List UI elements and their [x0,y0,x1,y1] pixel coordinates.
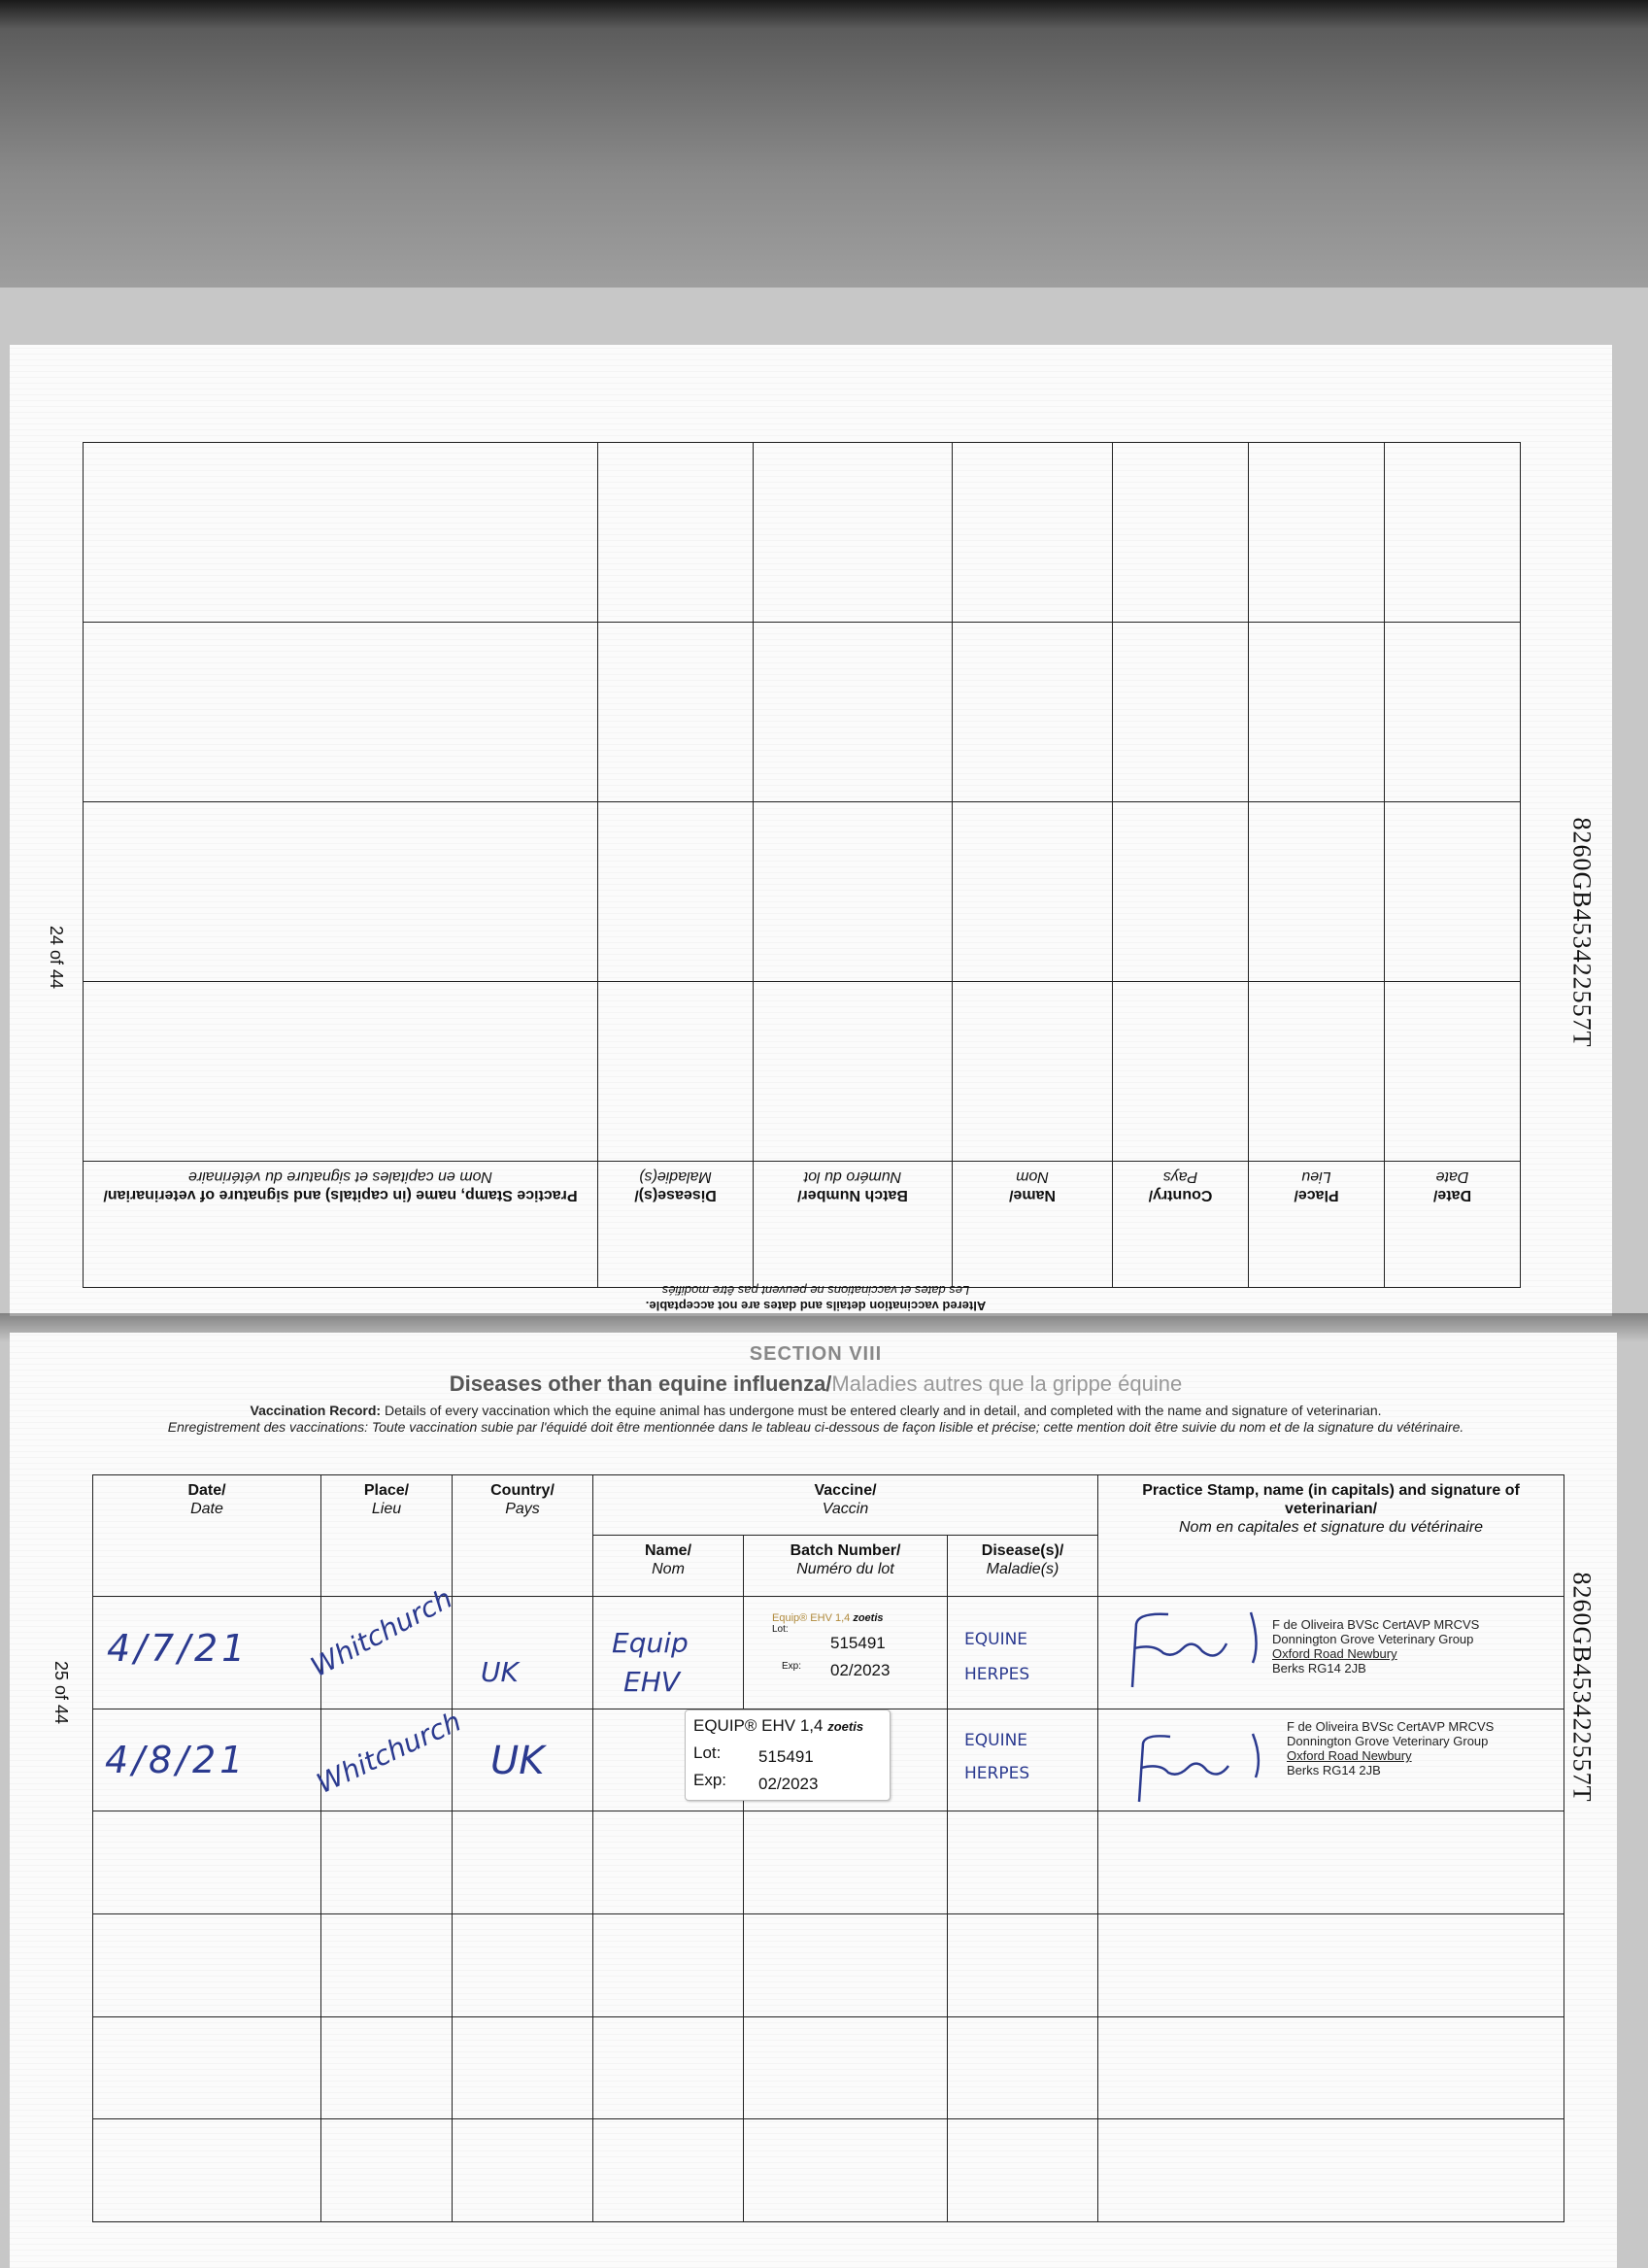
record-2-date: 4/8/21 [105,1739,248,1781]
section-header [58,1343,1573,1436]
table-row [93,1811,1564,1914]
header-stamp: Practice Stamp, name (in capitals) and signature of veterinarian/ Nom en capitales et signature du vétérinaire [84,1162,598,1288]
header-batch: Batch Number/ Numéro du lot [754,1162,953,1288]
intro-text: Vaccination Record: Details of every vaccination which the equine animal has undergone must be entered clearly and in detail, and completed with the name and signature of veterinarian. Enregistrement des vaccinations: Toute vaccination subie par l'équidé doit être mentionnée dans le tableau ci-dessous de façon lisible et précise; cette mention doit être suivie du nom et de la signature du vétérinaire. [167,1403,1464,1435]
vaccination-record-table [92,1474,1564,2222]
record-2-disease: EQUINE HERPES [964,1731,1030,1783]
header-batch: Batch Number/ Numéro du lot [744,1536,948,1596]
header-stamp: Practice Stamp, name (in capitals) and signature of veterinarian/ Nom en capitales et signature du vétérinaire [1098,1475,1564,1597]
scanner-background [0,0,1648,291]
header-name: Name/ Nom [953,1162,1113,1288]
header-country: Country/ Pays [453,1475,593,1597]
record-1-date: 4/7/21 [107,1627,250,1670]
record-2-signature [1131,1729,1287,1807]
section-title: Diseases other than equine influenza/Maladies autres que la grippe équine [449,1371,1183,1396]
header-date: Date/ Date [1385,1162,1521,1288]
record-2-place: Whitchurch [312,1705,466,1800]
page-number: 25 of 44 [51,1660,72,1725]
header-disease: Disease(s)/ Maladie(s) [598,1162,754,1288]
serial-number: 8260GB453422557T [1567,817,1597,1048]
record-1-signature [1125,1605,1280,1692]
record-1-country: UK [481,1656,519,1688]
header-place: Place/ Lieu [1249,1162,1385,1288]
record-1-batch-label: Equip® EHV 1,4 zoetis Lot: 515491 Exp: 02/2023 [772,1612,891,1679]
top-vaccination-table [83,442,1521,1288]
header-disease: Disease(s)/ Maladie(s) [948,1536,1098,1596]
table-row [93,2016,1564,2119]
header-country: Country/ Pays [1113,1162,1249,1288]
record-1-disease: EQUINE HERPES [964,1630,1030,1684]
header-vaccine: Vaccine/ Vaccin [593,1475,1098,1536]
record-1-vet-stamp: F de Oliveira BVSc CertAVP MRCVS Donnington Grove Veterinary Group Oxford Road Newbury Berks RG14 2JB [1272,1617,1480,1676]
page-24 [10,345,1612,1316]
record-1-vaccine-name: Equip EHV [612,1627,689,1698]
header-place: Place/ Lieu [321,1475,453,1597]
record-2-batch-label: EQUIP® EHV 1,4 zoetis Lot: 515491 Exp: 02/2023 [685,1709,891,1801]
section-label: SECTION VIII [749,1343,883,1365]
header-name: Name/ Nom [593,1536,744,1596]
table-row [93,2119,1564,2222]
record-2-vet-stamp: F de Oliveira BVSc CertAVP MRCVS Donnington Grove Veterinary Group Oxford Road Newbury Berks RG14 2JB [1287,1719,1495,1777]
record-2-country: UK [490,1739,545,1783]
page-number: 24 of 44 [47,925,67,990]
header-date: Date/ Date [93,1475,321,1597]
record-1-place: Whitchurch [305,1581,458,1683]
alteration-notice: Altered vaccination details and dates are not acceptable. Les dates et vaccinations ne peuvent pas être modifiés [645,1283,987,1313]
table-row [93,1913,1564,2016]
serial-number: 8260GB453422557T [1567,1572,1597,1803]
